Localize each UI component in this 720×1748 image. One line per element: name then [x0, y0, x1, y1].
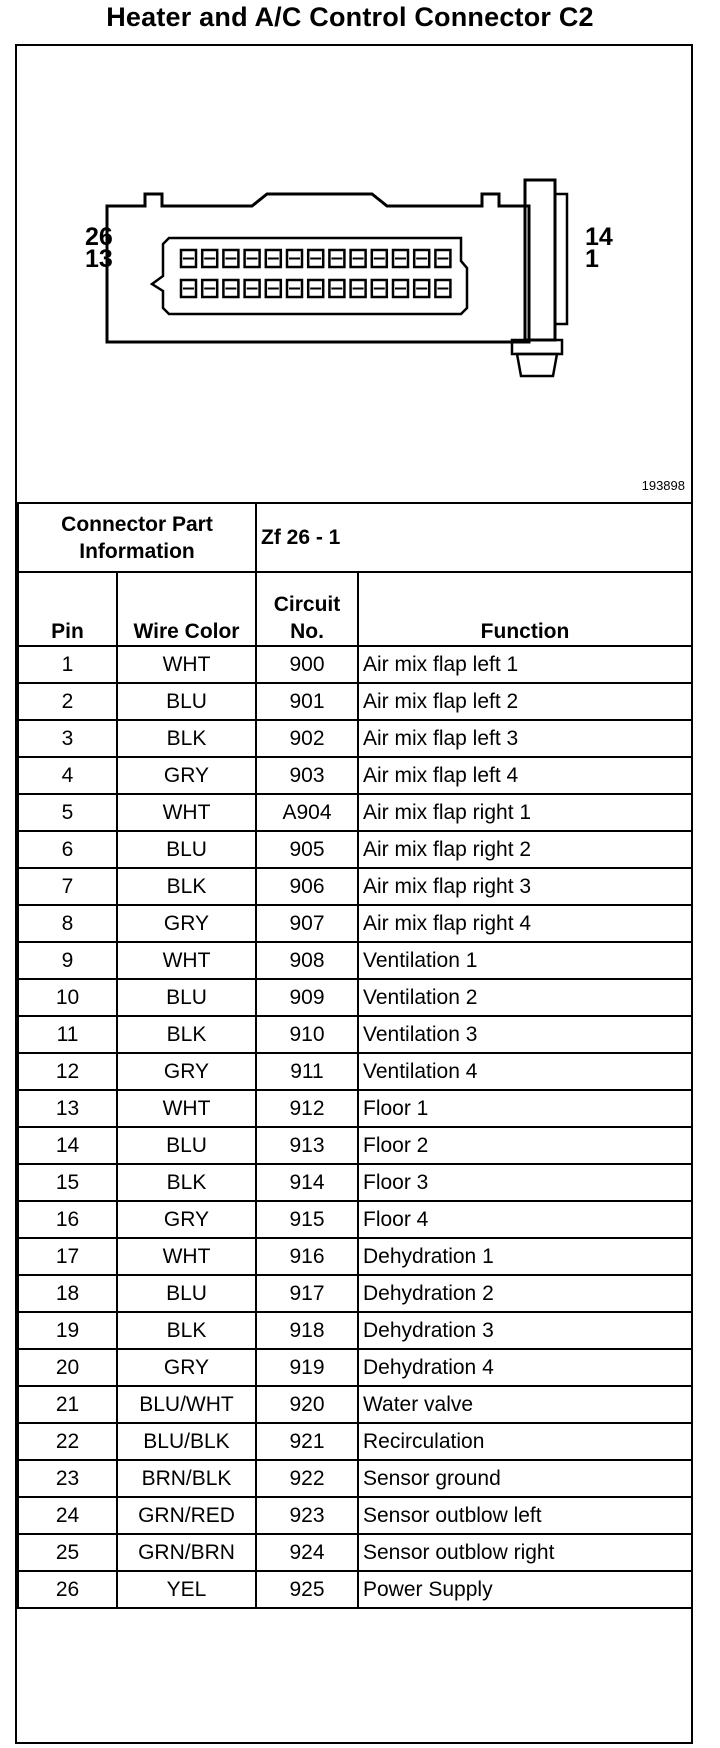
circuit-number-cell: 909 [256, 979, 358, 1016]
function-cell: Air mix flap right 1 [358, 794, 692, 831]
wire-color-cell: BLU [117, 979, 256, 1016]
pin-cell: 20 [18, 1349, 117, 1386]
page-title: Heater and A/C Control Connector C2 [106, 2, 594, 32]
connector-info-label [18, 503, 256, 572]
function-cell: Air mix flap left 3 [358, 720, 692, 757]
pin-cell: 18 [18, 1275, 117, 1312]
circuit-number-cell: 916 [256, 1238, 358, 1275]
pin-cell: 14 [18, 1127, 117, 1164]
circuit-number-cell: 925 [256, 1571, 358, 1608]
pin-cell: 1 [18, 646, 117, 683]
wire-color-cell: BLU [117, 683, 256, 720]
function-cell: Air mix flap left 1 [358, 646, 692, 683]
function-cell: Ventilation 3 [358, 1016, 692, 1053]
connector-info-label-line2: Information [79, 539, 195, 563]
table-row [18, 1571, 692, 1608]
circuit-number-cell: 914 [256, 1164, 358, 1201]
table-row [18, 1090, 692, 1127]
circuit-number-cell: 918 [256, 1312, 358, 1349]
function-cell: Air mix flap right 3 [358, 868, 692, 905]
pin-cell: 23 [18, 1460, 117, 1497]
pinout-table-body [18, 503, 692, 1608]
table-row [18, 1460, 692, 1497]
function-cell: Ventilation 1 [358, 942, 692, 979]
pin-cell: 7 [18, 868, 117, 905]
pin-label-1: 1 [585, 245, 599, 273]
pin-cell: 13 [18, 1090, 117, 1127]
column-header-circuit [256, 572, 358, 646]
function-cell: Floor 4 [358, 1201, 692, 1238]
wire-color-cell: GRY [117, 1349, 256, 1386]
pin-cell: 9 [18, 942, 117, 979]
figure-id: 193898 [641, 478, 685, 493]
circuit-number-cell: 921 [256, 1423, 358, 1460]
function-cell: Sensor ground [358, 1460, 692, 1497]
wire-color-cell: GRY [117, 905, 256, 942]
circuit-number-cell: A904 [256, 794, 358, 831]
pin-label-26: 26 [85, 223, 113, 251]
circuit-number-cell: 903 [256, 757, 358, 794]
pin-cell: 8 [18, 905, 117, 942]
connector-info-value: Zf 26 - 1 [256, 503, 692, 572]
table-row [18, 1386, 692, 1423]
wire-color-cell: BLU [117, 831, 256, 868]
function-cell: Air mix flap right 2 [358, 831, 692, 868]
function-cell: Dehydration 4 [358, 1349, 692, 1386]
table-row [18, 1016, 692, 1053]
wire-color-cell: BLU [117, 1127, 256, 1164]
function-cell: Recirculation [358, 1423, 692, 1460]
column-header-circuit-line1: Circuit [273, 593, 341, 616]
column-header-row [18, 572, 692, 646]
function-cell: Dehydration 3 [358, 1312, 692, 1349]
wire-color-cell: GRY [117, 1053, 256, 1090]
function-cell: Floor 2 [358, 1127, 692, 1164]
circuit-number-cell: 901 [256, 683, 358, 720]
circuit-number-cell: 905 [256, 831, 358, 868]
pin-cell: 22 [18, 1423, 117, 1460]
circuit-number-cell: 919 [256, 1349, 358, 1386]
circuit-number-cell: 923 [256, 1497, 358, 1534]
pin-cell: 25 [18, 1534, 117, 1571]
pin-label-14: 14 [585, 223, 613, 251]
table-row [18, 757, 692, 794]
table-row [18, 831, 692, 868]
function-cell: Floor 1 [358, 1090, 692, 1127]
wire-color-cell: BLU/BLK [117, 1423, 256, 1460]
wire-color-cell: BLK [117, 1164, 256, 1201]
function-cell: Air mix flap left 2 [358, 683, 692, 720]
function-cell: Dehydration 1 [358, 1238, 692, 1275]
connector-frame [15, 44, 693, 1744]
wire-color-cell: GRY [117, 757, 256, 794]
circuit-number-cell: 902 [256, 720, 358, 757]
circuit-number-cell: 912 [256, 1090, 358, 1127]
function-cell: Sensor outblow left [358, 1497, 692, 1534]
circuit-number-cell: 924 [256, 1534, 358, 1571]
circuit-number-cell: 917 [256, 1275, 358, 1312]
pin-cell: 10 [18, 979, 117, 1016]
pin-cell: 16 [18, 1201, 117, 1238]
pin-cell: 6 [18, 831, 117, 868]
function-cell: Air mix flap left 4 [358, 757, 692, 794]
pin-label-13: 13 [85, 245, 113, 273]
table-row [18, 794, 692, 831]
connector-info-label-line1: Connector Part [61, 512, 213, 536]
pin-cell: 26 [18, 1571, 117, 1608]
wire-color-cell: BRN/BLK [117, 1460, 256, 1497]
table-row [18, 1164, 692, 1201]
circuit-number-cell: 900 [256, 646, 358, 683]
wire-color-cell: WHT [117, 646, 256, 683]
function-cell: Power Supply [358, 1571, 692, 1608]
table-row [18, 942, 692, 979]
column-header-circuit-line2: No. [290, 620, 324, 643]
column-header-pin: Pin [18, 572, 117, 646]
circuit-number-cell: 911 [256, 1053, 358, 1090]
table-row [18, 1534, 692, 1571]
wire-color-cell: WHT [117, 1090, 256, 1127]
wire-color-cell: WHT [117, 1238, 256, 1275]
table-row [18, 1053, 692, 1090]
table-row [18, 720, 692, 757]
pinout-table [17, 502, 693, 1609]
table-row [18, 1349, 692, 1386]
pin-cell: 5 [18, 794, 117, 831]
column-header-function: Function [358, 572, 692, 646]
wire-color-cell: BLU/WHT [117, 1386, 256, 1423]
table-row [18, 1201, 692, 1238]
function-cell: Ventilation 4 [358, 1053, 692, 1090]
circuit-number-cell: 922 [256, 1460, 358, 1497]
function-cell: Sensor outblow right [358, 1534, 692, 1571]
function-cell: Ventilation 2 [358, 979, 692, 1016]
table-row [18, 1275, 692, 1312]
wire-color-cell: BLK [117, 720, 256, 757]
wire-color-cell: BLK [117, 1016, 256, 1053]
pin-cavity-grid [181, 250, 450, 297]
table-row [18, 1238, 692, 1275]
wire-color-cell: WHT [117, 942, 256, 979]
wire-color-cell: GRN/BRN [117, 1534, 256, 1571]
wire-color-cell: BLU [117, 1275, 256, 1312]
circuit-number-cell: 908 [256, 942, 358, 979]
pin-cell: 11 [18, 1016, 117, 1053]
connector-info-row [18, 503, 692, 572]
pin-cell: 12 [18, 1053, 117, 1090]
pin-cell: 4 [18, 757, 117, 794]
wire-color-cell: GRN/RED [117, 1497, 256, 1534]
pin-cell: 17 [18, 1238, 117, 1275]
table-row [18, 868, 692, 905]
function-cell: Floor 3 [358, 1164, 692, 1201]
connector-drawing [17, 46, 691, 502]
table-row [18, 905, 692, 942]
pin-cell: 3 [18, 720, 117, 757]
function-cell: Water valve [358, 1386, 692, 1423]
wire-color-cell: WHT [117, 794, 256, 831]
wire-color-cell: YEL [117, 1571, 256, 1608]
circuit-number-cell: 910 [256, 1016, 358, 1053]
pin-cell: 21 [18, 1386, 117, 1423]
table-row [18, 1312, 692, 1349]
wire-color-cell: BLK [117, 868, 256, 905]
circuit-number-cell: 906 [256, 868, 358, 905]
pin-cell: 15 [18, 1164, 117, 1201]
pin-cell: 2 [18, 683, 117, 720]
wire-color-cell: BLK [117, 1312, 256, 1349]
circuit-number-cell: 915 [256, 1201, 358, 1238]
table-row [18, 979, 692, 1016]
wire-color-cell: GRY [117, 1201, 256, 1238]
connector-diagram [17, 46, 691, 502]
pin-cell: 24 [18, 1497, 117, 1534]
table-row [18, 1127, 692, 1164]
column-header-wire-color: Wire Color [117, 572, 256, 646]
function-cell: Dehydration 2 [358, 1275, 692, 1312]
function-cell: Air mix flap right 4 [358, 905, 692, 942]
table-row [18, 1423, 692, 1460]
circuit-number-cell: 920 [256, 1386, 358, 1423]
table-row [18, 646, 692, 683]
pin-cell: 19 [18, 1312, 117, 1349]
circuit-number-cell: 907 [256, 905, 358, 942]
table-row [18, 1497, 692, 1534]
table-row [18, 683, 692, 720]
circuit-number-cell: 913 [256, 1127, 358, 1164]
